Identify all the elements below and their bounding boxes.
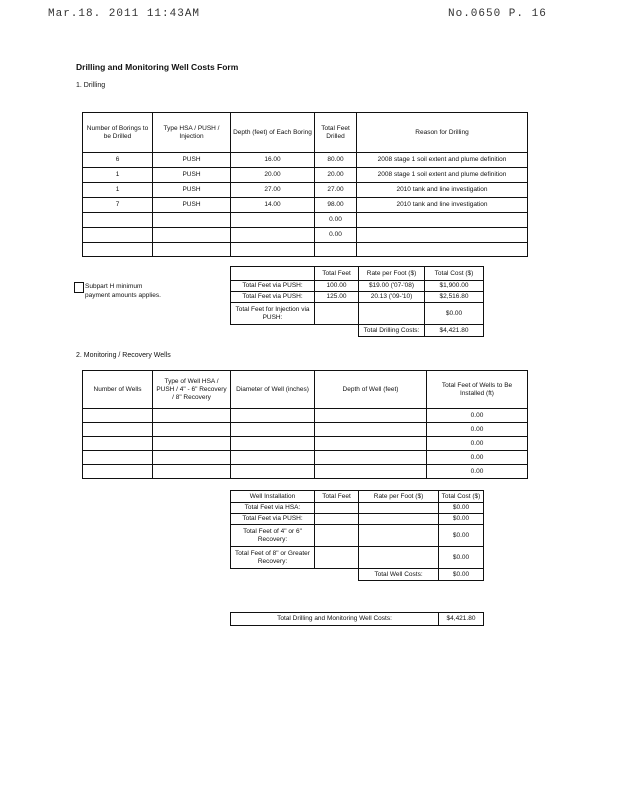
well-summary-header-cost: Total Cost ($)	[439, 491, 484, 503]
boring-type: PUSH	[153, 198, 231, 213]
summary-cost: $0.00	[425, 303, 484, 325]
table-row	[83, 409, 528, 423]
section-wells-heading: 2. Monitoring / Recovery Wells	[76, 352, 171, 359]
well-summary-cost: $0.00	[439, 525, 484, 547]
header-number-wells: Number of Wells	[83, 371, 153, 409]
table-row	[83, 465, 528, 479]
summary-cost: $2,516.80	[425, 292, 484, 303]
boring-depth: 16.00	[231, 153, 315, 168]
boring-depth	[231, 228, 315, 243]
boring-type: PUSH	[153, 153, 231, 168]
table-row	[83, 213, 528, 228]
well-summary-label: Total Feet of 4" or 6" Recovery:	[231, 525, 315, 547]
drilling-table	[82, 112, 528, 257]
boring-type	[153, 228, 231, 243]
boring-depth: 27.00	[231, 183, 315, 198]
form-title: Drilling and Monitoring Well Costs Form	[76, 62, 239, 72]
summary-rate: $19.00 ('07-'08)	[359, 281, 425, 292]
well-summary-header-label: Well Installation	[231, 491, 315, 503]
boring-count	[83, 213, 153, 228]
table-row	[83, 168, 528, 183]
total-well-costs-value: $0.00	[439, 569, 484, 581]
total-drilling-costs-value: $4,421.80	[425, 325, 484, 337]
boring-total-feet: 98.00	[315, 198, 357, 213]
total-well-costs-label: Total Well Costs:	[359, 569, 439, 581]
boring-count	[83, 228, 153, 243]
well-cost-summary	[230, 490, 484, 581]
well-summary-label: Total Feet via HSA:	[231, 503, 315, 514]
well-summary-header-rate: Rate per Foot ($)	[359, 491, 439, 503]
well-total-feet: 0.00	[427, 409, 528, 423]
table-row	[231, 547, 484, 569]
wells-header-row	[83, 371, 528, 409]
table-row	[83, 243, 528, 257]
boring-reason	[357, 213, 528, 228]
boring-total-feet: 0.00	[315, 213, 357, 228]
header-reason: Reason for Drilling	[357, 113, 528, 153]
table-row	[83, 451, 528, 465]
fax-page-number: No.0650 P. 16	[448, 8, 547, 20]
boring-type: PUSH	[153, 183, 231, 198]
table-row	[231, 525, 484, 547]
well-total-feet: 0.00	[427, 451, 528, 465]
table-row	[231, 325, 484, 337]
table-row	[231, 292, 484, 303]
summary-rate: 20.13 ('09-'10)	[359, 292, 425, 303]
table-row	[231, 303, 484, 325]
table-row	[83, 153, 528, 168]
boring-depth: 14.00	[231, 198, 315, 213]
summary-header-cost: Total Cost ($)	[425, 267, 484, 281]
summary-label: Total Feet for Injection via PUSH:	[231, 303, 315, 325]
boring-reason: 2010 tank and line investigation	[357, 198, 528, 213]
boring-depth: 20.00	[231, 168, 315, 183]
header-depth: Depth (feet) of Each Boring	[231, 113, 315, 153]
table-row	[83, 198, 528, 213]
header-type: Type HSA / PUSH / Injection	[153, 113, 231, 153]
well-total-feet: 0.00	[427, 465, 528, 479]
well-total-feet: 0.00	[427, 423, 528, 437]
boring-total-feet: 80.00	[315, 153, 357, 168]
section-drilling-heading: 1. Drilling	[76, 82, 106, 89]
table-row	[83, 423, 528, 437]
boring-count: 6	[83, 153, 153, 168]
well-summary-cost: $0.00	[439, 503, 484, 514]
boring-type: PUSH	[153, 168, 231, 183]
summary-label: Total Feet via PUSH:	[231, 281, 315, 292]
boring-reason	[357, 228, 528, 243]
header-number-borings: Number of Borings to be Drilled	[83, 113, 153, 153]
boring-total-feet: 0.00	[315, 228, 357, 243]
summary-feet: 100.00	[315, 281, 359, 292]
summary-label: Total Feet via PUSH:	[231, 292, 315, 303]
total-drilling-costs-label: Total Drilling Costs:	[359, 325, 425, 337]
well-summary-label: Total Feet via PUSH:	[231, 514, 315, 525]
subpart-h-checkbox[interactable]	[74, 282, 84, 293]
summary-header-total-feet: Total Feet	[315, 267, 359, 281]
boring-reason: 2008 stage 1 soil extent and plume definition	[357, 153, 528, 168]
fax-timestamp: Mar.18. 2011 11:43AM	[48, 8, 201, 20]
boring-type	[153, 213, 231, 228]
well-total-feet: 0.00	[427, 437, 528, 451]
header-total-feet: Total Feet Drilled	[315, 113, 357, 153]
boring-depth	[231, 213, 315, 228]
header-well-depth: Depth of Well (feet)	[315, 371, 427, 409]
drilling-cost-summary	[230, 266, 484, 337]
table-row	[83, 437, 528, 451]
table-row	[231, 514, 484, 525]
grand-total-box	[230, 612, 484, 626]
table-row	[83, 228, 528, 243]
boring-count: 1	[83, 168, 153, 183]
wells-table	[82, 370, 528, 479]
well-summary-header-feet: Total Feet	[315, 491, 359, 503]
grand-total-value: $4,421.80	[439, 613, 484, 626]
well-summary-cost: $0.00	[439, 514, 484, 525]
boring-reason: 2008 stage 1 soil extent and plume definition	[357, 168, 528, 183]
table-row	[231, 281, 484, 292]
grand-total-label: Total Drilling and Monitoring Well Costs:	[231, 613, 439, 626]
summary-feet	[315, 303, 359, 325]
header-well-total-feet: Total Feet of Wells to Be Installed (ft)	[427, 371, 528, 409]
table-row	[231, 503, 484, 514]
summary-cost: $1,900.00	[425, 281, 484, 292]
boring-count: 7	[83, 198, 153, 213]
well-summary-label: Total Feet of 8" or Greater Recovery:	[231, 547, 315, 569]
boring-count: 1	[83, 183, 153, 198]
summary-feet: 125.00	[315, 292, 359, 303]
boring-total-feet: 27.00	[315, 183, 357, 198]
table-row	[83, 183, 528, 198]
boring-total-feet: 20.00	[315, 168, 357, 183]
summary-rate	[359, 303, 425, 325]
header-well-type: Type of Well HSA / PUSH / 4" - 6" Recovery / 8" Recovery	[153, 371, 231, 409]
drilling-header-row	[83, 113, 528, 153]
well-summary-cost: $0.00	[439, 547, 484, 569]
header-diameter: Diameter of Well (inches)	[231, 371, 315, 409]
table-row	[231, 569, 484, 581]
boring-reason: 2010 tank and line investigation	[357, 183, 528, 198]
subpart-h-label: Subpart H minimum payment amounts applies.	[85, 283, 161, 299]
summary-header-rate: Rate per Foot ($)	[359, 267, 425, 281]
